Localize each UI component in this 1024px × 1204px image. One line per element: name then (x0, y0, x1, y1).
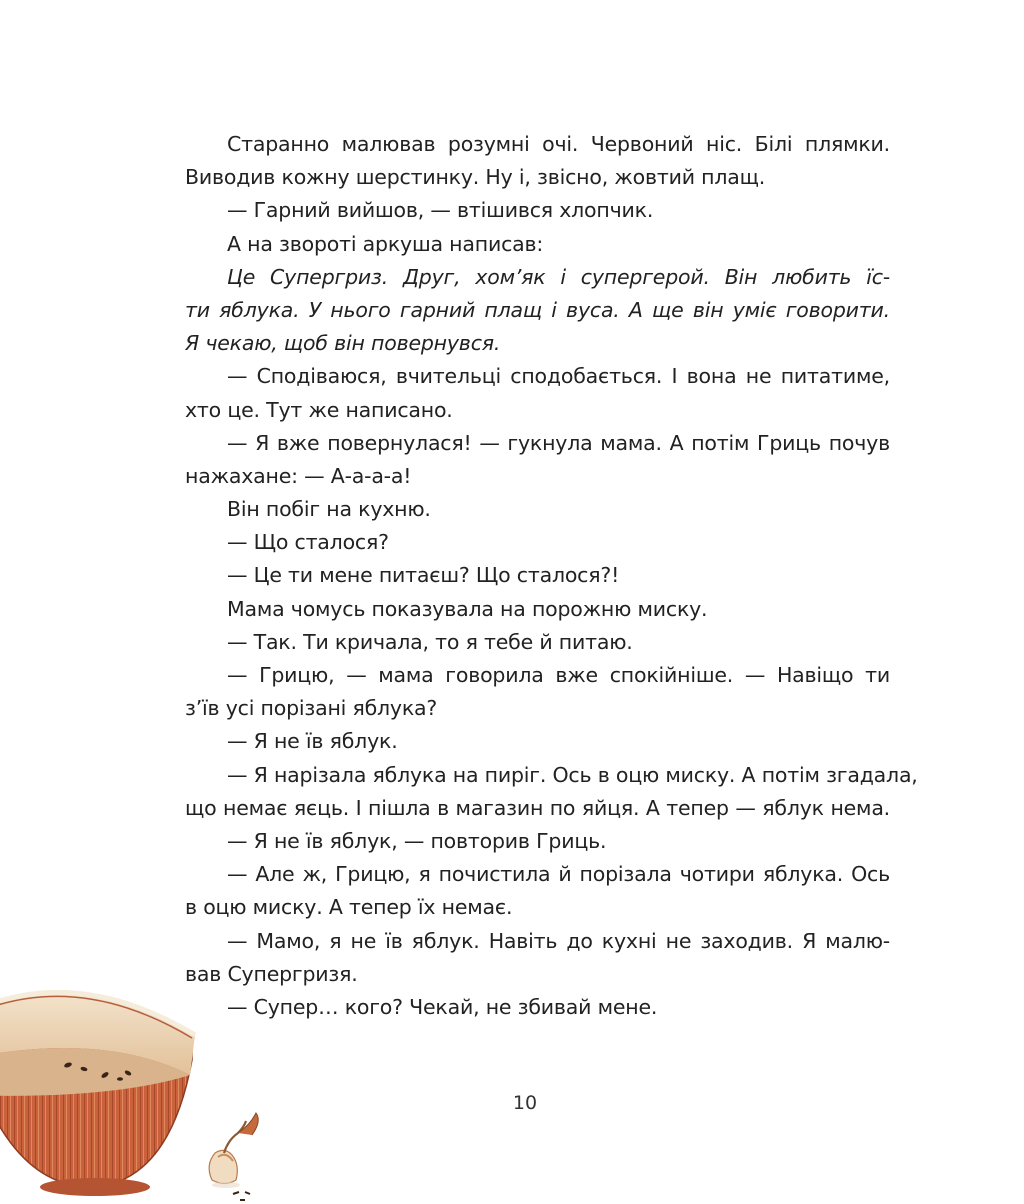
text-line: — Я нарізала яблука на пиріг. Ось в оцю миску. А потім згадала, (227, 762, 918, 787)
text-line: — Грицю, — мама говорила вже спокійніше. — Навіщо ти (227, 663, 890, 687)
text-line: — Я вже повернулася! — гукнула мама. А потім Гриць почув (227, 430, 890, 455)
text-line: хто це. Тут же написано. (185, 397, 453, 422)
text-line: — Так. Ти кричала, то я тебе й питаю. (227, 629, 633, 654)
text-line: що немає яєць. І пішла в магазин по яйця. А тепер — яблук нема. (185, 795, 890, 820)
text-line: Він побіг на кухню. (227, 497, 431, 522)
text-line: — Я не їв яблук, — повторив Гриць. (227, 828, 607, 853)
text-line: Старанно малював розумні очі. Червоний ніс. Білі плямки. (227, 132, 890, 156)
seed (117, 1077, 123, 1081)
text-line: ти яблука. У нього гарний плащ і вуса. А ще він уміє говорити. (185, 297, 890, 322)
text-line: А на звороті аркуша написав: (227, 231, 544, 256)
text-line: — Мамо, я не їв яблук. Навіть до кухні не заходив. Я малю- (227, 928, 890, 953)
text-line: — Це ти мене питаєш? Що сталося?! (227, 563, 620, 588)
page-number: 10 (512, 1092, 538, 1114)
bowl-illustration (0, 975, 280, 1204)
bowl-base (40, 1178, 150, 1196)
text-line: — Я не їв яблук. (227, 729, 398, 754)
text-line: вав Супергризя. (185, 961, 358, 986)
text-line: Виводив кожну шерстинку. Ну і, звісно, жовтий плащ. (185, 165, 766, 190)
text-line: Я чекаю, щоб він повернувся. (185, 331, 501, 356)
text-line: Це Супергриз. Друг, хом’як і супергерой. Він любить їс- (227, 264, 890, 289)
text-line: в оцю миску. А тепер їх немає. (185, 895, 513, 920)
text-line: Мама чомусь показувала на порожню миску. (227, 596, 708, 621)
text-line: — Сподіваюся, вчительці сподобається. І вона не питатиме, (227, 364, 890, 389)
story-text (185, 128, 918, 1024)
text-line: — Супер… кого? Чекай, не збивай мене. (227, 994, 658, 1019)
text-line: з’їв усі порізані яблука? (185, 696, 438, 721)
text-line: — Але ж, Грицю, я почистила й порізала чотири яблука. Ось (227, 862, 890, 887)
apple-core-icon (209, 1113, 258, 1188)
text-line: нажахане: — А-а-а-а! (185, 463, 412, 488)
text-line: — Що сталося? (227, 530, 389, 555)
text-line: — Гарний вийшов, — втішився хлопчик. (227, 198, 654, 223)
